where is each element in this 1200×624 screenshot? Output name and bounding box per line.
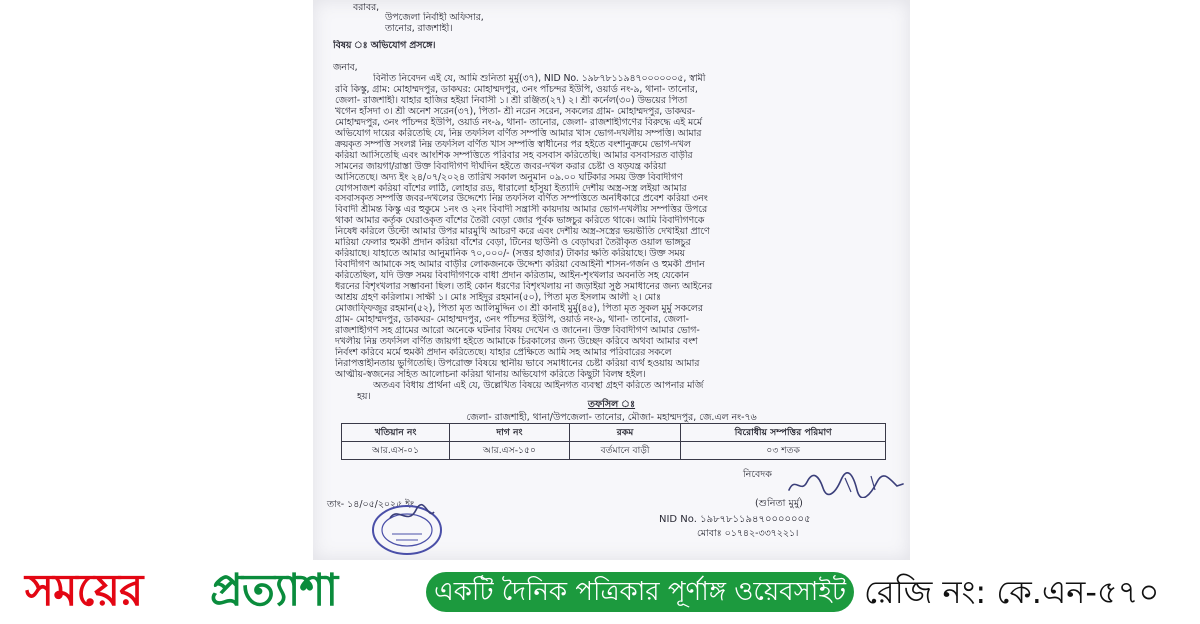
body-line: আত্মীয়-স্বজনের সহিত আলোচনা করিয়া থানায় অভিযোগ করিতে কিছুটা বিলম্ব হইল।: [335, 368, 646, 380]
body-line: নিরাপত্তাহীনতায় ভুগিতেছি। উপরোক্ত বিষয়ে স্থানীয় ভাবে সমাধানের চেষ্টা করিয়া ব্যর্থ হওয়ায় আমার: [335, 357, 700, 369]
body-line: মোজাফ্ফিজুর রহমান(৫২), পিতা মৃত আলিমুদ্দিন ৩। শ্রী কানাই মুর্মু(৪৫), পিতা মৃত সুকল মুর্মু সকলের: [335, 302, 703, 314]
address-line-1: বরাবর,: [353, 2, 379, 13]
body-line: রাজশাহীগণ সহ গ্রামের আরো অনেকে ঘটনার বিষয় দেখেন ও জানেন। উক্ত বিবাদীগণ আমার ভোগ-: [335, 324, 700, 336]
body-line: জেলা- রাজশাহী। যাহার হাজির হইয়া নিবাসী ১। শ্রী রঞ্জিত(২৭) ২। শ্রী কর্নেল(৩০) উভয়ের পিতা: [335, 94, 688, 106]
body-line: ধরনের বিশৃংখলার সম্ভাবনা ছিল। তাই কোন ধরণের বিশৃংখলায় না জড়াইয়া সুষ্ঠ সমাধানের জন্য আইনের: [335, 281, 713, 293]
body-line: করিতেছিল, যদি উক্ত সময় বিবাদীগণকে বাধা প্রদান করিতাম, আইন-শৃংখলার অবনতি সহ যেকোন: [335, 270, 690, 282]
body-line: ক্রয়কৃত সম্পত্তি সংলগ্ন নিম্ন তফসিল বর্ণিত খাস সম্পত্তি স্বাধীনের পর হইতে বংশানুক্রমে ভোগ-দখল: [335, 138, 691, 150]
body-line: নির্বংশ করিবে মর্মে হুমকী প্রদান করিতেছে। যাহার প্রেক্ষিতে আমি সহ আমার পরিবারের সকলে: [335, 346, 672, 358]
address-line-2: উপজেলা নির্বাহী অফিসার,: [385, 12, 484, 23]
schedule-header-row: [342, 424, 886, 442]
body-line: সামনের জায়গা/রাস্তা উক্ত বিবাদীগণ দীর্ঘদিন হইতে জবর-দখল করার চেষ্টা ও ষড়যন্ত্র করিয়া: [335, 160, 667, 172]
brand-name-part1: সময়ের: [25, 565, 143, 616]
body-line: করিয়াছে। যাহাতে আমার আনুমানিক ৭০,০০০/- (সত্তর হাজার) টাকার ক্ষতি করিয়াছে। উক্ত সময়: [335, 248, 685, 260]
brand-name-part2: প্রত্যাশা: [210, 565, 338, 616]
body-line: বিনীত নিবেদন এই যে, আমি শুনিতা মুর্মু(৩৭), NID No. ১৯৮৭৮১১৯৪৭০০০০০০৫, স্বামী: [373, 73, 706, 84]
schedule-cell-dag: আর.এস-১৫০: [450, 442, 570, 460]
complaint-letter: [313, 0, 910, 560]
letter-salutation: জনাব,: [333, 62, 358, 73]
body-line: নিষেধ করিলে উল্টো আমার উপর মারমুখি আচরণ করে এবং দেশীয় অস্ত্র-সস্ত্রের ভয়ভীতি দেখাইয়া প্রাণে: [335, 226, 710, 238]
body-line: গ্রাম- মোহাম্মদপুর, ডাকঘর- মোহাম্মদপুর, ৩নং পাঁচন্দর ইউপি, ওয়ার্ড নং-৯, থানা- তানোর, জেলা-: [335, 313, 689, 325]
schedule-header-khatian: খতিয়ান নং: [342, 424, 450, 442]
schedule-row: [342, 442, 886, 460]
schedule-title: তফসিল ঃ: [587, 399, 636, 410]
closing-line-2: হয়।: [357, 391, 371, 402]
body-line: রবি কিস্কু, গ্রাম: মোহাম্মদপুর, ডাকঘর: মোহাম্মদপুর, ৩নং পাঁচন্দর ইউপি, ওয়ার্ড নং-৯, থানা- তানোর,: [335, 83, 698, 95]
body-line: অভিযোগ দায়ের করিতেছি যে, নিম্ন তফসিল বর্ণিত সম্পত্তি আমার খাস ভোগ-দখলীয় সম্পত্তি। আমার: [335, 127, 702, 139]
registration-number: রেজি নং: কে.এন-৫৭০: [864, 573, 1160, 611]
closing-line-1: অতএব বিধায় প্রার্থনা এই যে, উল্লেখিত বিষয়ে আইনগত ব্যবস্থা গ্রহণ করিতে আপনার মর্জি: [373, 380, 704, 391]
body-line: আশ্রয় গ্রহণ করিলাম। সাক্ষী ১। মোঃ সাইদুর রহমান(৫০), পিতা মৃত ইসলাম আলী ২। মোঃ: [335, 292, 661, 303]
schedule-header-type: রকম: [569, 424, 681, 442]
handwritten-signature: [785, 472, 907, 498]
schedule-table: [341, 423, 886, 460]
signer-name: (শুনিতা মুর্মু): [755, 498, 803, 509]
signer-phone: মোবাঃ ০১৭৪২-৩৩৭২২১।: [697, 528, 799, 539]
tagline-pill: একটি দৈনিক পত্রিকার পূর্ণাঙ্গ ওয়েবসাইট: [426, 572, 854, 612]
body-line: বসবাসকৃত সম্পত্তি জবর-দখলের উদ্দেশ্যে নিম্ন তফসিল বর্ণিত সম্পত্তিতে অনধিকারে প্রবেশ করিয়া ৩নং: [335, 193, 708, 205]
body-line: আসিতেছে। অদ্য ইং ২৪/০৭/২০২৪ তারিখ সকাল অনুমান ০৯.০০ ঘটিকার সময় উক্ত বিবাদীগণ: [335, 171, 683, 183]
body-line: বিবাদীগণ আমাকে সহ আমার বাড়ীর লোকজনকে উদ্দেশ্য করিয়া বেআইনী শাসন-গর্জন ও হুমকী প্রদান: [335, 259, 705, 271]
body-line: করিয়া আসিতেছি এবং আংশিক সম্পত্তিতে পরিবার সহ বসবাস করিতেছি। আমার বসবাসরত বাড়ীর: [335, 149, 693, 161]
official-stamp: [368, 498, 446, 556]
body-line: যোগসাজশ করিয়া বাঁশের লাঠি, লোহার রড, ধারালো হাঁসুয়া ইত্যাদি দেশীয় অস্ত্র-সস্ত্র লইয়া আমার: [335, 182, 687, 194]
body-line: খগেন হাঁসদা ৩। শ্রী অনেশ সরেন(৩৭), পিতা- শ্রী নরেন সরেন, সকলের গ্রাম- মোহাম্মদপুর, ডাকঘর-: [335, 105, 696, 117]
body-line: থাকা আমার কর্তৃক ঘেরাওকৃত বাঁশের তৈরী বেড়া জোর পূর্বক ভাঙ্গচুর করিতে থাকে। আমি বিবাদীগণকে: [335, 215, 705, 227]
address-line-3: তানোর, রাজশাহী।: [385, 23, 453, 34]
letter-subject: বিষয় ঃ অভিযোগ প্রসঙ্গে।: [333, 40, 436, 51]
body-line: বিবাদী শ্রীমন্ত কিস্কু এর হুকুমে ১নং ও ২নং বিবাদী সন্ত্রাসী কায়দায় আমার ভোগ-দখলীয় সম্পত্তির উপরে: [335, 204, 708, 216]
body-line: মোহাম্মদপুর, ৩নং পাঁচন্দর ইউপি, ওয়ার্ড নং-৯, থানা- তানোর, জেলা- রাজশাহীগণের বিরুদ্ধে এই মর্মে: [335, 116, 702, 128]
schedule-header-amount: বিরোধীয় সম্পত্তির পরিমাণ: [681, 424, 886, 442]
schedule-header-dag: দাগ নং: [450, 424, 570, 442]
signer-nid: NID No. ১৯৮৭৮১১৯৪৭০০০০০০৫: [659, 514, 811, 525]
schedule-meta: জেলা- রাজশাহী, থানা/উপজেলা- তানোর, মৌজা- মহাম্মদপুর, জে.এল নং-৭৬: [466, 412, 757, 423]
schedule-cell-khatian: আর.এস-০১: [342, 442, 450, 460]
letter-date: তাং- ১৪/০৫/২০২৫ ইং: [327, 499, 415, 510]
schedule-cell-type: বর্তমানে বাড়ী: [569, 442, 681, 460]
site-banner: [0, 560, 1200, 624]
schedule-cell-amount: ০৩ শতক: [681, 442, 886, 460]
body-line: মারিয়া ফেলার হুমকী প্রদান করিয়া বাঁশের বেড়া, টিনের ছাউনী ও বেড়াঘরা তৈরীকৃত ওয়াল ভাঙ্গচুর: [335, 237, 691, 249]
body-line: দখলীয় নিম্ন তফসিল বর্ণিত জায়গা হইতে আমাকে চিরকালের জন্য উচ্ছেদ করিবে অথবা আমার বংশ: [335, 335, 698, 347]
signature-label: নিবেদক: [743, 469, 772, 480]
